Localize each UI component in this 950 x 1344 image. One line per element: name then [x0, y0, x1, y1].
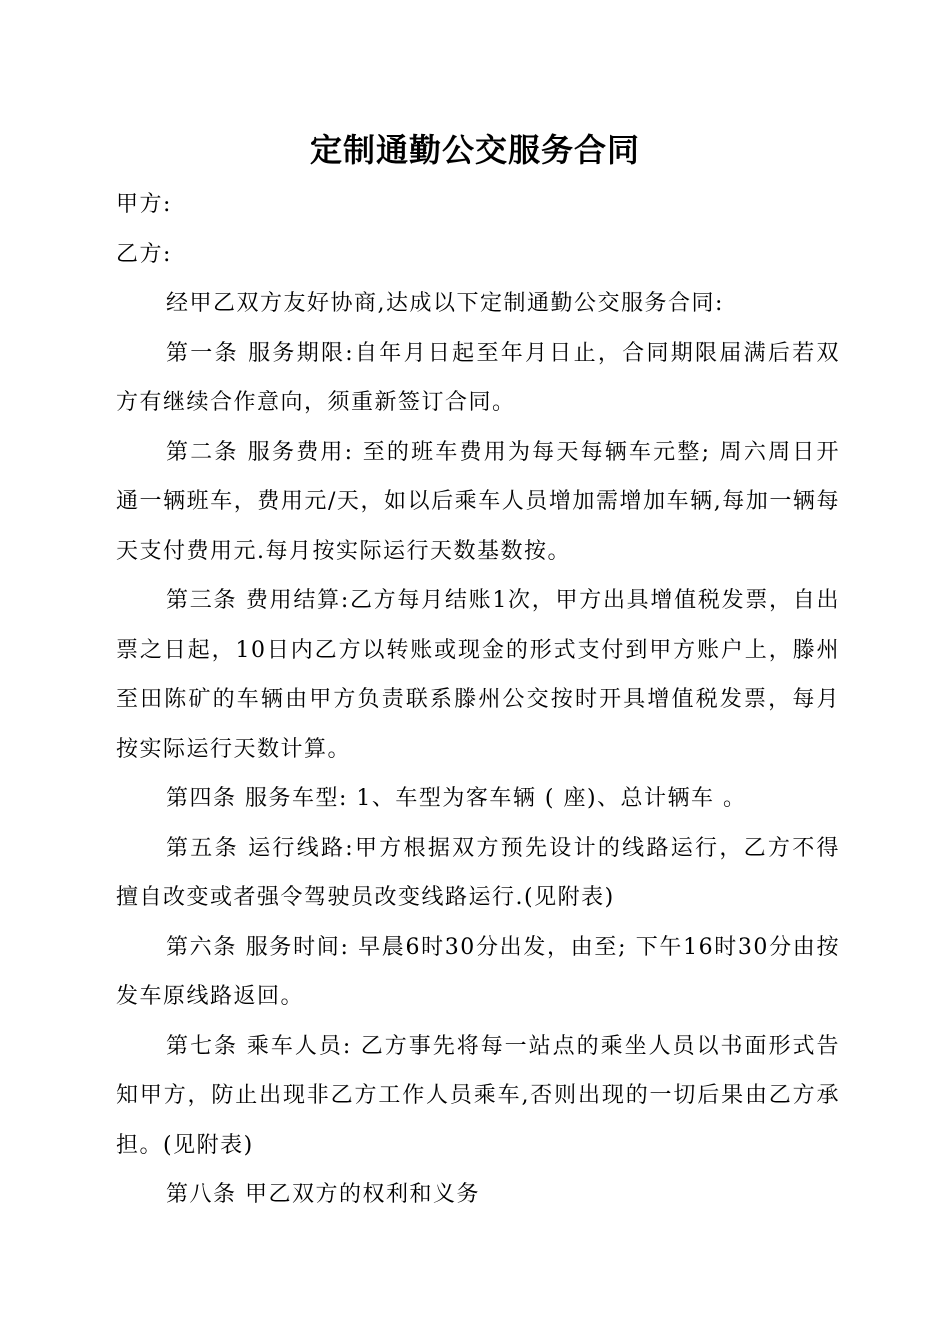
party-b-line: 乙方:	[116, 241, 172, 267]
article-8-rights-obligations: 第八条 甲乙双方的权利和义务	[166, 1182, 480, 1207]
party-a-line: 甲方:	[116, 192, 172, 217]
article-4-vehicle-type: 第四条 服务车型: 1、车型为客车辆 ( 座)、总计辆车 。	[166, 786, 747, 811]
article-3-settlement: 第三条 费用结算:乙方每月结账1次，甲方出具增值税发票，自出票之日起，10日内乙方以转账或现金的形式支付到甲方账户上，滕州至田陈矿的车辆由甲方负责联系滕州公交按时开具增值税发票，每月按实际运行天数计算。	[116, 588, 840, 762]
document-title: 定制通勤公交服务合同	[309, 131, 640, 169]
article-1-service-term: 第一条 服务期限:自年月日起至年月日止，合同期限届满后若双方有继续合作意向，须重新签订合同。	[116, 340, 840, 415]
article-6-service-time: 第六条 服务时间: 早晨6时30分出发，由至; 下午16时30分由按发车原线路返回。	[116, 934, 840, 1009]
intro-paragraph: 经甲乙双方友好协商,达成以下定制通勤公交服务合同:	[166, 291, 724, 316]
article-5-route: 第五条 运行线路:甲方根据双方预先设计的线路运行，乙方不得擅自改变或者强令驾驶员改变线路运行.(见附表)	[116, 835, 840, 910]
article-2-service-fee: 第二条 服务费用: 至的班车费用为每天每辆车元整; 周六周日开通一辆班车，费用元/天，如以后乘车人员增加需增加车辆,每加一辆每天支付费用元.每月按实际运行天数基数按。	[116, 439, 840, 564]
document-body	[116, 180, 840, 1220]
article-7-passengers: 第七条 乘车人员: 乙方事先将每一站点的乘坐人员以书面形式告知甲方，防止出现非乙方工作人员乘车,否则出现的一切后果由乙方承担。(见附表)	[116, 1033, 840, 1158]
